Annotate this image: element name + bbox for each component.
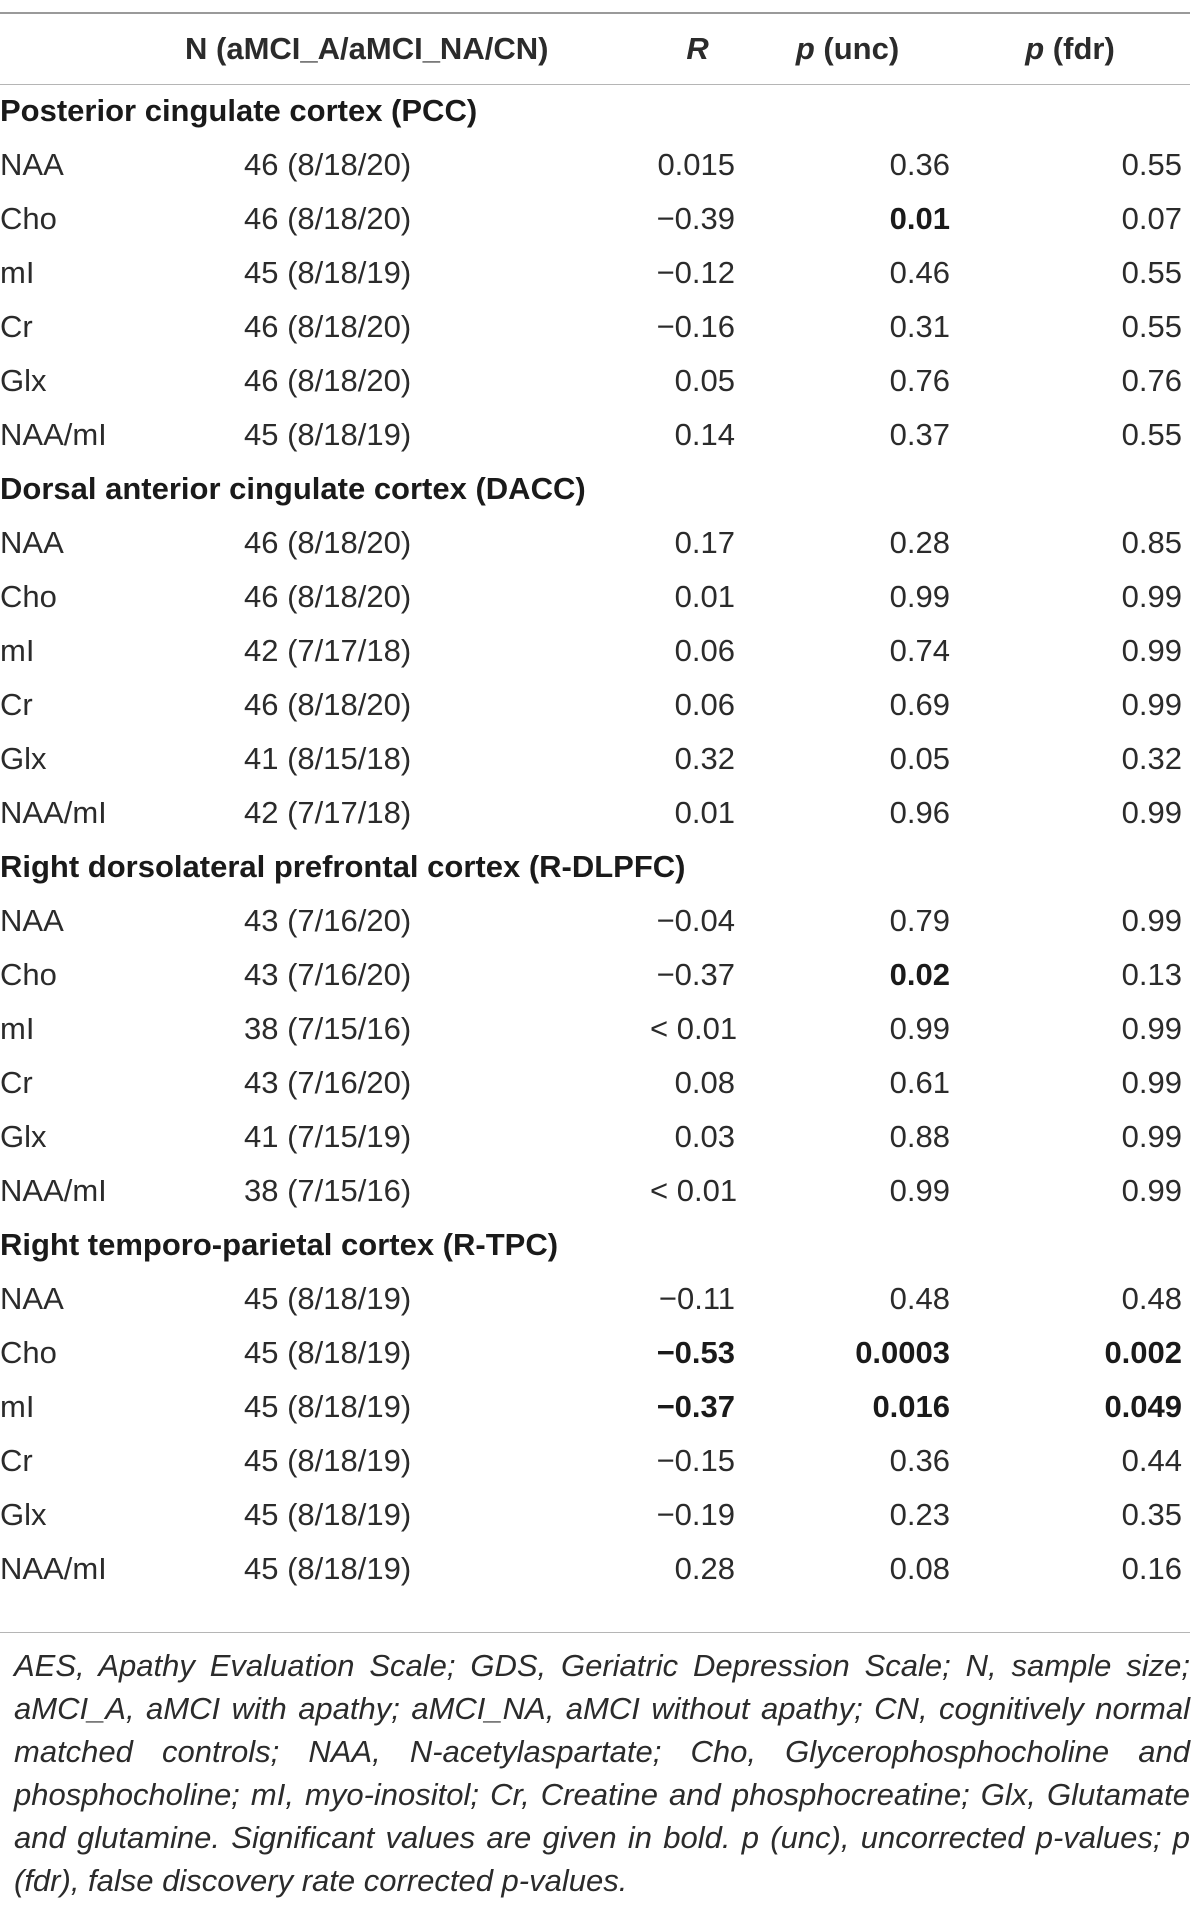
- p-fdr-cell: 0.55: [1121, 147, 1183, 182]
- r-value-cell: −0.19: [656, 1497, 736, 1532]
- table-row: [0, 354, 1190, 408]
- header-p-fdr-italic: p: [1025, 31, 1045, 66]
- p-fdr-cell: 0.99: [1121, 903, 1183, 938]
- section-title: Right temporo-parietal cortex (R-TPC): [0, 1227, 559, 1262]
- table-row: [0, 1326, 1190, 1380]
- sample-size-cell: 45 (8/18/19): [244, 1551, 412, 1586]
- metabolite-cell: NAA/mI: [0, 417, 107, 452]
- p-unc-cell: 0.88: [889, 1119, 951, 1154]
- p-unc-cell: 0.99: [889, 579, 951, 614]
- header-row: [0, 14, 1190, 84]
- p-unc-cell: 0.31: [889, 309, 951, 344]
- sample-size-cell: 45 (8/18/19): [244, 1335, 412, 1370]
- p-fdr-cell: 0.99: [1121, 579, 1183, 614]
- p-unc-cell: 0.99: [889, 1011, 951, 1046]
- metabolite-cell: mI: [0, 1389, 35, 1424]
- table-row: [0, 1164, 1190, 1218]
- sample-size-cell: 45 (8/18/19): [244, 1389, 412, 1424]
- p-unc-cell: 0.61: [889, 1065, 951, 1100]
- sample-size-cell: 45 (8/18/19): [244, 1443, 412, 1478]
- p-fdr-cell: 0.002: [1104, 1335, 1183, 1370]
- header-p-fdr-rest: (fdr): [1044, 31, 1115, 66]
- r-value-cell: 0.08: [674, 1065, 736, 1100]
- p-fdr-cell: 0.55: [1121, 309, 1183, 344]
- r-value-cell: 0.03: [674, 1119, 736, 1154]
- p-unc-cell: 0.69: [889, 687, 951, 722]
- sample-size-cell: 43 (7/16/20): [244, 903, 412, 938]
- table-row: [0, 1110, 1190, 1164]
- p-fdr-cell: 0.99: [1121, 1173, 1183, 1208]
- metabolite-cell: Cr: [0, 1065, 33, 1100]
- r-value-cell: 0.06: [674, 633, 736, 668]
- table-body: [0, 84, 1190, 1596]
- p-fdr-cell: 0.99: [1121, 1065, 1183, 1100]
- p-unc-cell: 0.36: [889, 147, 951, 182]
- header-n: N (aMCI_A/aMCI_NA/CN): [185, 31, 549, 66]
- table-row: [0, 894, 1190, 948]
- sample-size-cell: 45 (8/18/19): [244, 1497, 412, 1532]
- p-fdr-cell: 0.35: [1121, 1497, 1183, 1532]
- p-fdr-cell: 0.16: [1121, 1551, 1183, 1586]
- sample-size-cell: 43 (7/16/20): [244, 1065, 412, 1100]
- r-value-cell: 0.015: [657, 147, 736, 182]
- metabolite-cell: mI: [0, 255, 35, 290]
- p-fdr-cell: 0.99: [1121, 1011, 1183, 1046]
- p-unc-cell: 0.016: [872, 1389, 951, 1424]
- p-fdr-cell: 0.48: [1121, 1281, 1183, 1316]
- r-value-cell: −0.04: [656, 903, 736, 938]
- sample-size-cell: 46 (8/18/20): [244, 201, 412, 236]
- table-row: [0, 516, 1190, 570]
- section-row: [0, 84, 1190, 138]
- table-row: [0, 300, 1190, 354]
- r-value-cell: −0.37: [656, 957, 736, 992]
- metabolite-cell: NAA: [0, 147, 64, 182]
- table-row: [0, 678, 1190, 732]
- sample-size-cell: 45 (8/18/19): [244, 1281, 412, 1316]
- sample-size-cell: 43 (7/16/20): [244, 957, 412, 992]
- metabolite-cell: Cho: [0, 957, 57, 992]
- p-fdr-cell: 0.55: [1121, 417, 1183, 452]
- sample-size-cell: 45 (8/18/19): [244, 255, 412, 290]
- sample-size-cell: 46 (8/18/20): [244, 579, 412, 614]
- p-fdr-cell: 0.99: [1121, 795, 1183, 830]
- sample-size-cell: 42 (7/17/18): [244, 795, 412, 830]
- p-fdr-cell: 0.13: [1121, 957, 1183, 992]
- table-row: [0, 1380, 1190, 1434]
- r-value-cell: −0.39: [656, 201, 736, 236]
- p-fdr-cell: 0.32: [1121, 741, 1183, 776]
- r-value-cell: −0.11: [658, 1281, 736, 1316]
- table-row: [0, 246, 1190, 300]
- p-fdr-cell: 0.07: [1121, 201, 1183, 236]
- sample-size-cell: 38 (7/15/16): [244, 1011, 412, 1046]
- p-unc-cell: 0.37: [889, 417, 951, 452]
- p-unc-cell: 0.96: [889, 795, 951, 830]
- sample-size-cell: 41 (8/15/18): [244, 741, 412, 776]
- header-p-fdr: [950, 14, 1190, 84]
- r-value-cell: < 0.01: [650, 1011, 738, 1046]
- metabolite-cell: Cho: [0, 201, 57, 236]
- header-spacer: [0, 14, 14, 84]
- r-value-cell: −0.37: [656, 1389, 736, 1424]
- p-unc-cell: 0.05: [889, 741, 951, 776]
- table-row: [0, 1542, 1190, 1596]
- table-row: [0, 1002, 1190, 1056]
- r-value-cell: 0.17: [674, 525, 736, 560]
- p-fdr-cell: 0.85: [1121, 525, 1183, 560]
- p-fdr-cell: 0.44: [1121, 1443, 1183, 1478]
- table-row: [0, 786, 1190, 840]
- header-p-unc-rest: (unc): [814, 31, 900, 66]
- section-title: Posterior cingulate cortex (PCC): [0, 93, 478, 128]
- p-unc-cell: 0.76: [889, 363, 951, 398]
- r-value-cell: −0.15: [656, 1443, 736, 1478]
- p-unc-cell: 0.79: [889, 903, 951, 938]
- header-p-unc: [745, 14, 950, 84]
- section-row: [0, 840, 1190, 894]
- section-row: [0, 1218, 1190, 1272]
- p-fdr-cell: 0.99: [1121, 633, 1183, 668]
- table-row: [0, 624, 1190, 678]
- metabolite-cell: NAA: [0, 525, 64, 560]
- metabolite-cell: mI: [0, 633, 35, 668]
- table-row: [0, 192, 1190, 246]
- r-value-cell: 0.01: [674, 795, 736, 830]
- metabolite-cell: NAA/mI: [0, 1551, 107, 1586]
- metabolite-cell: Cr: [0, 687, 33, 722]
- metabolite-cell: NAA/mI: [0, 795, 107, 830]
- p-fdr-cell: 0.049: [1104, 1389, 1183, 1424]
- p-fdr-cell: 0.76: [1121, 363, 1183, 398]
- p-unc-cell: 0.23: [889, 1497, 951, 1532]
- sample-size-cell: 45 (8/18/19): [244, 417, 412, 452]
- p-fdr-cell: 0.99: [1121, 687, 1183, 722]
- metabolite-cell: Cr: [0, 309, 33, 344]
- bottom-rule: [0, 1632, 1190, 1633]
- p-fdr-cell: 0.55: [1121, 255, 1183, 290]
- p-unc-cell: 0.28: [889, 525, 951, 560]
- table-row: [0, 570, 1190, 624]
- metabolite-cell: Cho: [0, 1335, 57, 1370]
- sample-size-cell: 42 (7/17/18): [244, 633, 412, 668]
- sample-size-cell: 46 (8/18/20): [244, 147, 412, 182]
- metabolite-cell: NAA: [0, 903, 64, 938]
- r-value-cell: 0.01: [674, 579, 736, 614]
- table-row: [0, 138, 1190, 192]
- sample-size-cell: 46 (8/18/20): [244, 687, 412, 722]
- r-value-cell: 0.28: [674, 1551, 736, 1586]
- metabolite-cell: Glx: [0, 1119, 47, 1154]
- metabolite-cell: Glx: [0, 741, 47, 776]
- metabolite-cell: Cho: [0, 579, 57, 614]
- sample-size-cell: 46 (8/18/20): [244, 525, 412, 560]
- table-row: [0, 948, 1190, 1002]
- section-title: Dorsal anterior cingulate cortex (DACC): [0, 471, 586, 506]
- r-value-cell: 0.32: [674, 741, 736, 776]
- p-unc-cell: 0.74: [889, 633, 951, 668]
- r-value-cell: −0.53: [656, 1335, 736, 1370]
- metabolite-cell: Cr: [0, 1443, 33, 1478]
- r-value-cell: 0.06: [674, 687, 736, 722]
- p-unc-cell: 0.01: [889, 201, 951, 236]
- p-unc-cell: 0.08: [889, 1551, 951, 1586]
- header-p-unc-italic: p: [795, 31, 815, 66]
- metabolite-cell: NAA: [0, 1281, 64, 1316]
- r-value-cell: 0.14: [674, 417, 736, 452]
- r-value-cell: 0.05: [674, 363, 736, 398]
- r-value-cell: −0.12: [656, 255, 736, 290]
- results-table: [0, 14, 1190, 1596]
- p-unc-cell: 0.48: [889, 1281, 951, 1316]
- sample-size-cell: 41 (7/15/19): [244, 1119, 412, 1154]
- p-unc-cell: 0.46: [889, 255, 951, 290]
- section-title: Right dorsolateral prefrontal cortex (R-DLPFC): [0, 849, 686, 884]
- p-unc-cell: 0.0003: [855, 1335, 951, 1370]
- sample-size-cell: 38 (7/15/16): [244, 1173, 412, 1208]
- metabolite-cell: NAA/mI: [0, 1173, 107, 1208]
- table-row: [0, 732, 1190, 786]
- metabolite-cell: Glx: [0, 1497, 47, 1532]
- sample-size-cell: 46 (8/18/20): [244, 309, 412, 344]
- metabolite-cell: mI: [0, 1011, 35, 1046]
- table-row: [0, 1434, 1190, 1488]
- metabolite-cell: Glx: [0, 363, 47, 398]
- header-r: R: [686, 31, 709, 66]
- p-unc-cell: 0.36: [889, 1443, 951, 1478]
- table-footnote: AES, Apathy Evaluation Scale; GDS, Geriatric Depression Scale; N, sample size; aMCI_A, aMCI with apathy; aMCI_NA, aMCI without apathy; CN, cognitively normal matched controls; NAA, N-acetylaspartate; Cho, Glycerophosphocholine and phosphocholine; mI, myo-inositol; Cr, Creatine and phosphocreatine; Glx, Glutamate and glutamine. Significant values are given in bold. p (unc), uncorrected p-values; p (fdr), false discovery rate corrected p-values.: [14, 1648, 1190, 1898]
- table-row: [0, 408, 1190, 462]
- table-row: [0, 1272, 1190, 1326]
- r-value-cell: −0.16: [656, 309, 736, 344]
- p-unc-cell: 0.99: [889, 1173, 951, 1208]
- p-unc-cell: 0.02: [889, 957, 951, 992]
- section-row: [0, 462, 1190, 516]
- p-fdr-cell: 0.99: [1121, 1119, 1183, 1154]
- r-value-cell: < 0.01: [650, 1173, 738, 1208]
- table-row: [0, 1056, 1190, 1110]
- table-row: [0, 1488, 1190, 1542]
- sample-size-cell: 46 (8/18/20): [244, 363, 412, 398]
